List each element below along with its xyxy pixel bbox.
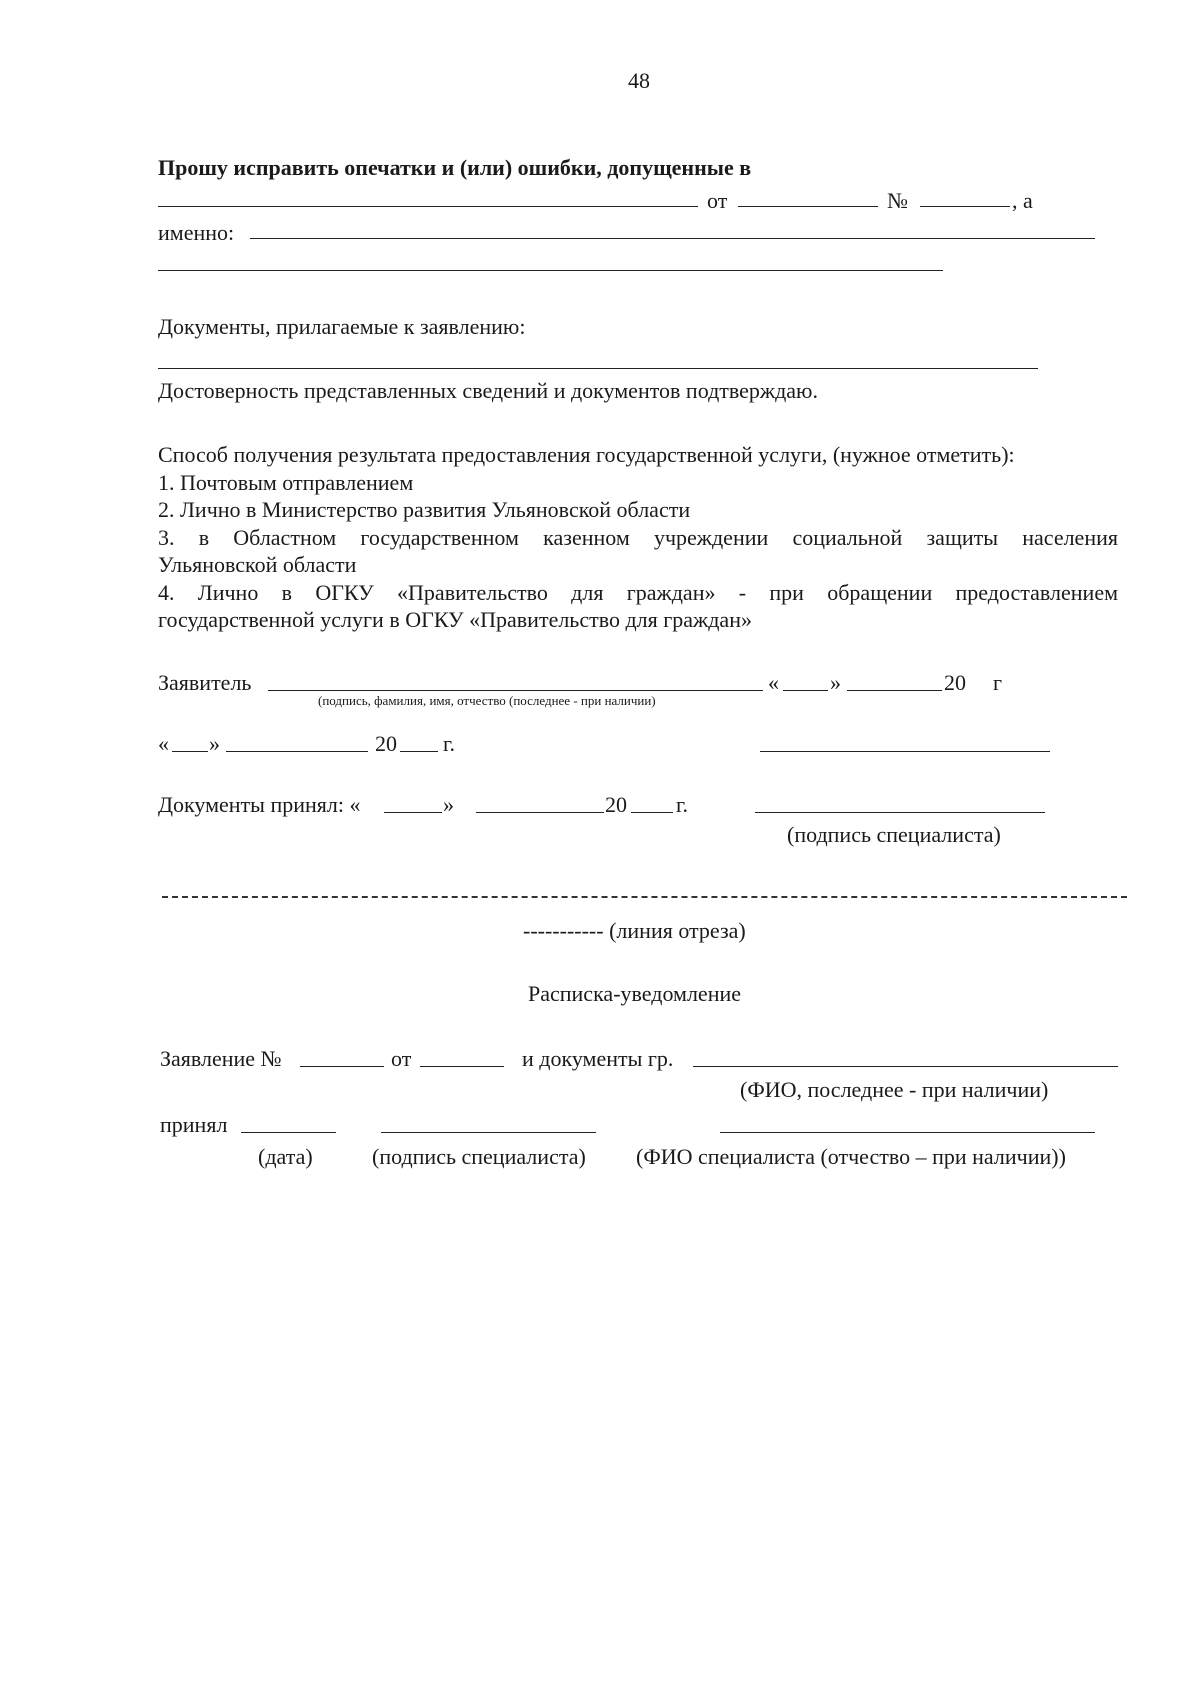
method-option-3-line-2: Ульяновской области	[158, 552, 357, 577]
date-row-day-field[interactable]	[172, 751, 208, 752]
receipt-signature-field[interactable]	[381, 1132, 596, 1133]
method-heading: Способ получения результата предоставления государственной услуги, (нужное отметить):	[158, 442, 1015, 467]
number-label: №	[887, 188, 908, 213]
accepted-label: Документы принял: «	[158, 792, 361, 817]
cut-line-label: ----------- (линия отреза)	[523, 918, 746, 943]
accepted-year-field[interactable]	[631, 812, 673, 813]
specialist-fio-field[interactable]	[720, 1132, 1095, 1133]
application-number-field[interactable]	[300, 1066, 384, 1067]
applicant-quote-close: »	[830, 670, 841, 695]
receipt-sign-caption: (подпись специалиста)	[372, 1144, 586, 1169]
confirm-text: Достоверность представленных сведений и документов подтверждаю.	[158, 378, 818, 403]
method-option-2: 2. Лично в Министерство развития Ульяновской области	[158, 497, 691, 522]
receipt-date-caption: (дата)	[258, 1144, 313, 1169]
namely-field-continued[interactable]	[158, 270, 943, 271]
documents-label: Документы, прилагаемые к заявлению:	[158, 314, 526, 339]
and-label: , а	[1012, 188, 1033, 213]
date-row-quote-open: «	[158, 731, 169, 756]
specialist-fio-caption: (ФИО специалиста (отчество – при наличии))	[636, 1144, 1066, 1169]
receipt-date-field[interactable]	[241, 1132, 336, 1133]
applicant-day-field[interactable]	[783, 690, 828, 691]
from-label: от	[707, 188, 728, 213]
applicant-month-field[interactable]	[847, 690, 942, 691]
applicant-year: 20	[944, 670, 966, 695]
applicant-quote-open: «	[768, 670, 779, 695]
document-name-field[interactable]	[158, 206, 698, 207]
date-row-year-field[interactable]	[400, 751, 438, 752]
namely-field[interactable]	[250, 238, 1095, 239]
accepted-sign-caption: (подпись специалиста)	[787, 822, 1001, 847]
application-number-label: Заявление №	[160, 1046, 282, 1071]
method-option-3-line-1: 3. в Областном государственном казенном учреждении социальной защиты населения	[158, 525, 1118, 550]
documents-field[interactable]	[158, 368, 1038, 369]
accepted-day-field[interactable]	[384, 812, 442, 813]
namely-label: именно:	[158, 220, 235, 245]
accepted-signature-field[interactable]	[755, 812, 1045, 813]
accepted-quote-close: »	[443, 792, 454, 817]
method-option-4-line-2: государственной услуги в ОГКУ «Правительство для граждан»	[158, 607, 752, 632]
applicant-sign-caption: (подпись, фамилия, имя, отчество (последнее - при наличии)	[318, 693, 656, 708]
cut-line-divider	[162, 896, 1127, 898]
method-option-1: 1. Почтовым отправлением	[158, 470, 414, 495]
accepted-by-label: принял	[160, 1112, 228, 1137]
page-number: 48	[628, 68, 650, 93]
date-row-year-suffix: г.	[443, 731, 456, 756]
request-heading: Прошу исправить опечатки и (или) ошибки, допущенные в	[158, 155, 752, 180]
applicant-year-suffix: г	[993, 670, 1003, 695]
number-field[interactable]	[920, 206, 1010, 207]
accepted-month-field[interactable]	[476, 812, 604, 813]
date-field[interactable]	[738, 206, 878, 207]
receipt-title: Расписка-уведомление	[528, 981, 742, 1006]
accepted-year: 20	[605, 792, 627, 817]
accepted-year-suffix: г.	[676, 792, 689, 817]
documents-citizen-label: и документы гр.	[522, 1046, 674, 1071]
date-row-month-field[interactable]	[226, 751, 368, 752]
method-option-4-line-1: 4. Лично в ОГКУ «Правительство для граждан» - при обращении предоставлением	[158, 580, 1118, 605]
citizen-fio-caption: (ФИО, последнее - при наличии)	[740, 1077, 1049, 1102]
date-row-signature-field[interactable]	[760, 751, 1050, 752]
applicant-signature-field[interactable]	[268, 690, 763, 691]
date-row-year: 20	[375, 731, 397, 756]
citizen-fio-field[interactable]	[693, 1066, 1118, 1067]
application-from-label: от	[391, 1046, 412, 1071]
date-row-quote-close: »	[209, 731, 220, 756]
applicant-label: Заявитель	[158, 670, 252, 695]
application-date-field[interactable]	[420, 1066, 504, 1067]
